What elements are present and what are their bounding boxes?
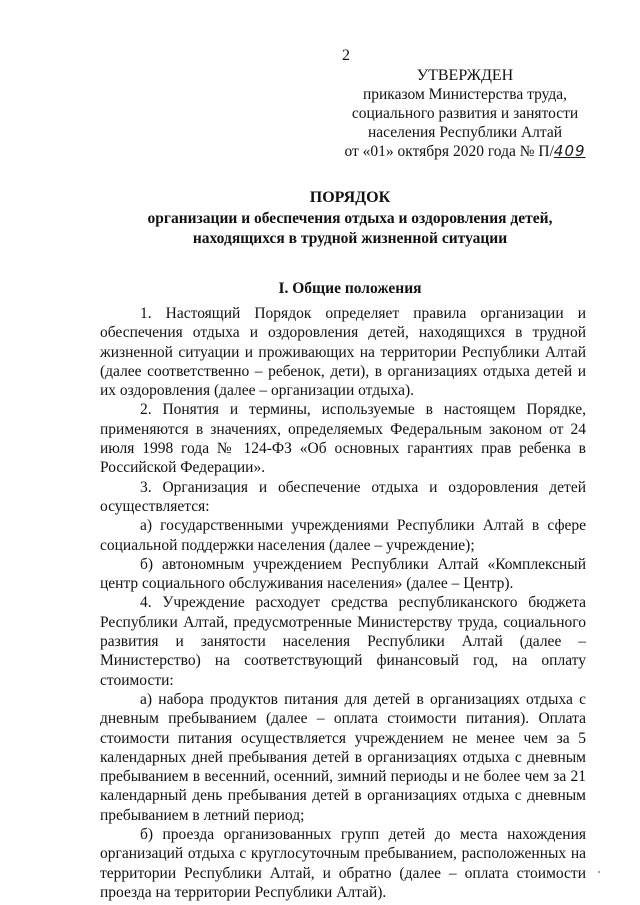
paragraph-3b: б) автономным учреждением Республики Алтай «Комплексный центр социального обслуживания населения» (далее – Центр). xyxy=(100,555,586,593)
approval-title: УТВЕРЖДЕН xyxy=(416,67,514,84)
section-body xyxy=(100,304,586,902)
approval-line-4 xyxy=(330,142,600,161)
document-title-block xyxy=(100,188,600,249)
document-subtitle-line-1: организации и обеспечения отдыха и оздоровления детей, xyxy=(147,210,553,227)
approval-line-2: социального развития и занятости xyxy=(351,105,579,122)
paragraph-3a: а) государственными учреждениями Республики Алтай в сфере социальной поддержки населения (далее – учреждение); xyxy=(100,517,586,554)
scan-mark xyxy=(598,871,600,873)
section-heading: I. Общие положения xyxy=(278,280,422,297)
approval-block xyxy=(330,66,600,161)
handwritten-order-number: 409 xyxy=(553,142,586,160)
paragraph-4: 4. Учреждение расходует средства республиканского бюджета Республики Алтай, предусмотренные Министерству труда, социального развития и занятости населения Республики Алтай (далее – Министерство) на соответствующий финансовый год, на оплату стоимости: xyxy=(100,594,586,689)
approval-line-3: населения Республики Алтай xyxy=(367,124,563,141)
paragraph-1: 1. Настоящий Порядок определяет правила организации и обеспечения отдыха и оздоровления детей, находящихся в трудной жизненной ситуации и проживающих на территории Республики Алтай (далее соответственно – ребенок, дети), в организациях отдыха детей и их оздоровления (далее – организации отдыха). xyxy=(100,305,586,400)
document-title: ПОРЯДОК xyxy=(309,189,391,206)
paragraph-3: 3. Организация и обеспечение отдыха и оздоровления детей осуществляется: xyxy=(100,478,586,515)
paragraph-4a: а) набора продуктов питания для детей в организациях отдыха с дневным пребыванием (далее – оплата стоимости питания). Оплата стоимости питания осуществляется учреждением не менее чем за 5 календарных дней пребывания детей в организациях отдыха с дневным пребыванием в весенний, осенний, зимний периоды и не более чем за 21 календарный день пребывания детей в организациях отдыха с дневным пребыванием в летний период; xyxy=(100,690,586,824)
paragraph-2: 2. Понятия и термины, используемые в настоящем Порядке, применяются в значениях, определяемых Федеральным законом от 24 июля 1998 года № 124-ФЗ «Об основных гарантиях прав ребенка в Российской Федерации». xyxy=(100,401,586,477)
approval-line-1: приказом Министерства труда, xyxy=(362,86,568,103)
paragraph-4b: б) проезда организованных групп детей до места нахождения организаций отдыха с круглосуточным пребыванием, расположенных на территории Республики Алтай, и обратно (далее – оплата стоимости проезда на территории Республики Алтай). xyxy=(100,826,586,901)
page-number: 2 xyxy=(342,47,350,64)
document-subtitle-line-2: находящихся в трудной жизненной ситуации xyxy=(192,230,508,247)
approval-date-and-number: от «01» октября 2020 года № П/ xyxy=(344,143,554,160)
